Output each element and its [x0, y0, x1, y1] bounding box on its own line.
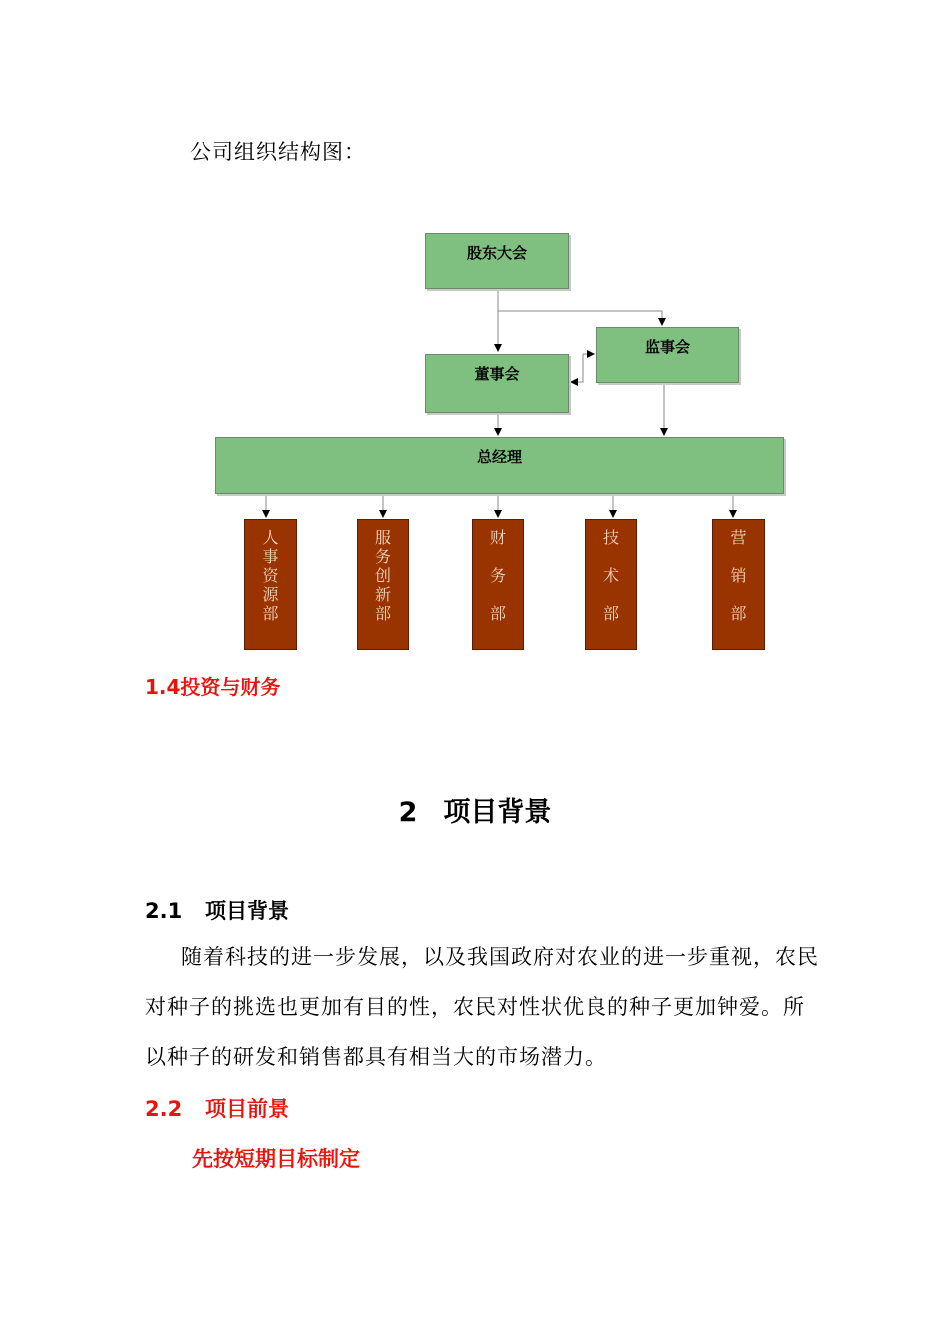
background-paragraph: 随着科技的进一步发展，以及我国政府对农业的进一步重视，农民对种子的挑选也更加有目的性，农民对性状优良的种子更加钟爱。所以种子的研发和销售都具有相当大的市场潜力。	[145, 945, 819, 1069]
short-term-goal-heading: 先按短期目标制定	[192, 1147, 360, 1171]
chapter-title: 项目背景	[443, 797, 552, 828]
board-of-directors-label: 董事会	[474, 365, 520, 383]
shareholders-meeting-label: 股东大会	[466, 244, 527, 262]
chapter-number: 2	[398, 797, 418, 828]
section-2-2-number: 2.2	[145, 1097, 183, 1121]
dept-hr-box	[244, 519, 297, 650]
section-1-4-heading: 1.4投资与财务	[145, 675, 281, 699]
section-2-1-heading	[145, 895, 289, 925]
dept-marketing-label: 营销部	[730, 528, 747, 623]
dept-finance-box	[472, 519, 524, 650]
section-2-1-number: 2.1	[145, 899, 183, 923]
chapter-2-heading	[0, 790, 950, 829]
dept-technology-label: 技术部	[602, 528, 619, 623]
dept-service-innovation-label: 服务创新部	[374, 528, 391, 623]
section-2-1-title: 项目背景	[205, 899, 289, 923]
chart-intro-text: 公司组织结构图：	[190, 140, 366, 164]
dept-hr-label: 人事资源部	[262, 528, 279, 623]
shareholders-meeting-box	[425, 233, 569, 289]
dept-marketing-box	[712, 519, 765, 650]
dept-finance-label: 财务部	[489, 528, 506, 623]
general-manager-label: 总经理	[476, 448, 522, 466]
supervisory-board-box	[596, 327, 739, 383]
dept-service-innovation-box	[357, 519, 409, 650]
section-2-2-title: 项目前景	[205, 1097, 289, 1121]
general-manager-box	[215, 437, 784, 494]
supervisory-board-label: 监事会	[644, 338, 690, 356]
section-2-2-heading	[145, 1093, 289, 1123]
dept-technology-box	[585, 519, 637, 650]
board-of-directors-box	[425, 354, 569, 413]
